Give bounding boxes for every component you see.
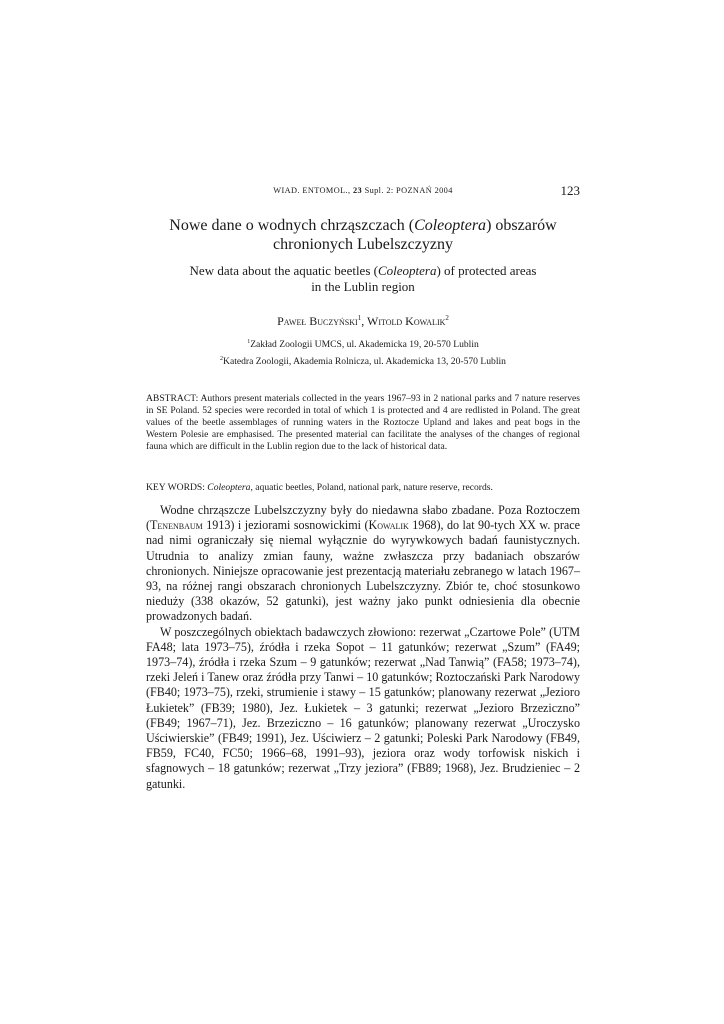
citation-author: Kowalik	[368, 518, 409, 533]
body-text	[146, 503, 580, 792]
author-separator: ,	[361, 314, 367, 328]
paragraph	[146, 503, 580, 625]
title-polish-taxon: Coleoptera	[414, 217, 487, 234]
affiliation	[146, 335, 580, 352]
keywords	[146, 482, 580, 494]
paragraph-text: Wodne chrząszcze Lubelszczyzny były do niedawna słabo zbadane. Poza Roztoczem (	[146, 503, 580, 533]
citation-author: Tenenbaum	[150, 518, 203, 533]
title-english-part1: New data about the aquatic beetles (	[189, 263, 378, 278]
affiliation	[146, 352, 580, 369]
page-number: 123	[560, 183, 580, 198]
journal-issue: Supl. 2: POZNAŃ 2004	[362, 186, 453, 195]
affiliation-mark: 1	[247, 339, 251, 345]
journal-name: WIAD. ENTOMOL.,	[273, 186, 353, 195]
paragraph-text: 1913) i jeziorami sosnowickimi (	[202, 518, 369, 533]
authors	[146, 314, 580, 329]
journal-volume: 23	[352, 186, 363, 195]
title-english-taxon: Coleoptera	[377, 263, 437, 278]
paragraph: W poszczególnych obiektach badawczych złowiono: rezerwat „Czartowe Pole” (UTM FA48; lata 1973–75), źródła i rzeka Sopot – 11 gatunków; rezerwat „Szum” (FA49; 1973–74), źródła i rzeka Szum – 9 gatunków; rezerwat „Nad Tanwią” (FA58; 1973–74), rzeki Jeleń i Tanew oraz źródła przy Tanwi – 10 gatunków; Roztoczański Park Narodowy (FB40; 1973–75), rzeki, strumienie i stawy – 15 gatunków; planowany rezerwat „Jezioro Łukietek” (FB39; 1980), Jez. Łukietek – 3 gatunki; rezerwat „Jezioro Brzeziczno” (FB49; 1967–71), Jez. Brzeziczno – 16 gatunków; planowany rezerwat „Uroczysko Uściwierskie” (FB49; 1991), Jez. Uściwierz – 2 gatunki; Poleski Park Narodowy (FB49, FB59, FC40, FC50; 1966–68, 1991–93), jeziora oraz wody torfowisk niskich i sfagnowych – 18 gatunków; rezerwat „Trzy jeziora” (FB89; 1968), Jez. Brudzieniec – 2 gatunki.	[146, 624, 580, 791]
paragraph-text: 1968), do lat 90-tych XX w. prace nad nimi ograniczały się niemal wyłącznie do wyrywkowych badań faunistycznych. Utrudnia to analizy zmian fauny, ważne zwłaszcza przy badaniach obszarów chronionych. Niniejsze opracowanie jest prezentacją materiału zebranego w latach 1967–93, na różnej rangi obszarach chronionych Lubelszczyzny. Zbiór te, choć stosunkowo nieduży (338 okazów, 52 gatunki), jest ważny jako punkt odniesienia dla obecnie prowadzonych badań.	[146, 518, 580, 624]
affiliation-text: Katedra Zoologii, Akademia Rolnicza, ul. Akademicka 13, 20-570 Lublin	[223, 356, 506, 368]
affiliation-text: Zakład Zoologii UMCS, ul. Akademicka 19, 20-570 Lublin	[250, 339, 479, 351]
running-header	[146, 183, 580, 201]
title-polish-part1: Nowe dane o wodnych chrząszczach (	[169, 217, 415, 234]
keywords-label: KEY WORDS:	[146, 482, 208, 493]
title-polish	[146, 216, 580, 254]
abstract: ABSTRACT: Authors present materials collected in the years 1967–93 in 2 national parks and 7 nature reserves in SE Poland. 52 species were recorded in total of which 1 is protected and 4 are redlisted in Poland. The great values of the beetle assemblages of running waters in the Roztocze Upland and lakes and peat bogs in the Western Polesie are emphasised. The presented material can facilitate the analyses of the changes of regional fauna which are difficult in the Lublin region due to the lack of historical data.	[146, 393, 580, 452]
title-polish-line2: chronionych Lubelszczyzny	[273, 236, 453, 253]
author-affiliation-mark: 2	[445, 314, 449, 322]
keywords-list: , aquatic beetles, Poland, national park, nature reserve, records.	[250, 482, 493, 493]
title-english-part2: ) of protected areas	[436, 263, 537, 278]
title-english	[146, 263, 580, 295]
journal-citation	[146, 186, 580, 195]
author-name: Witold Kowalik	[367, 314, 446, 328]
affiliations	[146, 335, 580, 369]
title-polish-part2: ) obszarów	[486, 217, 557, 234]
affiliation-mark: 2	[220, 356, 224, 363]
keywords-taxon: Coleoptera	[207, 482, 251, 493]
title-english-line2: in the Lublin region	[311, 279, 415, 294]
author-affiliation-mark: 1	[357, 314, 362, 322]
author-name: Paweł Buczyński	[277, 314, 358, 328]
